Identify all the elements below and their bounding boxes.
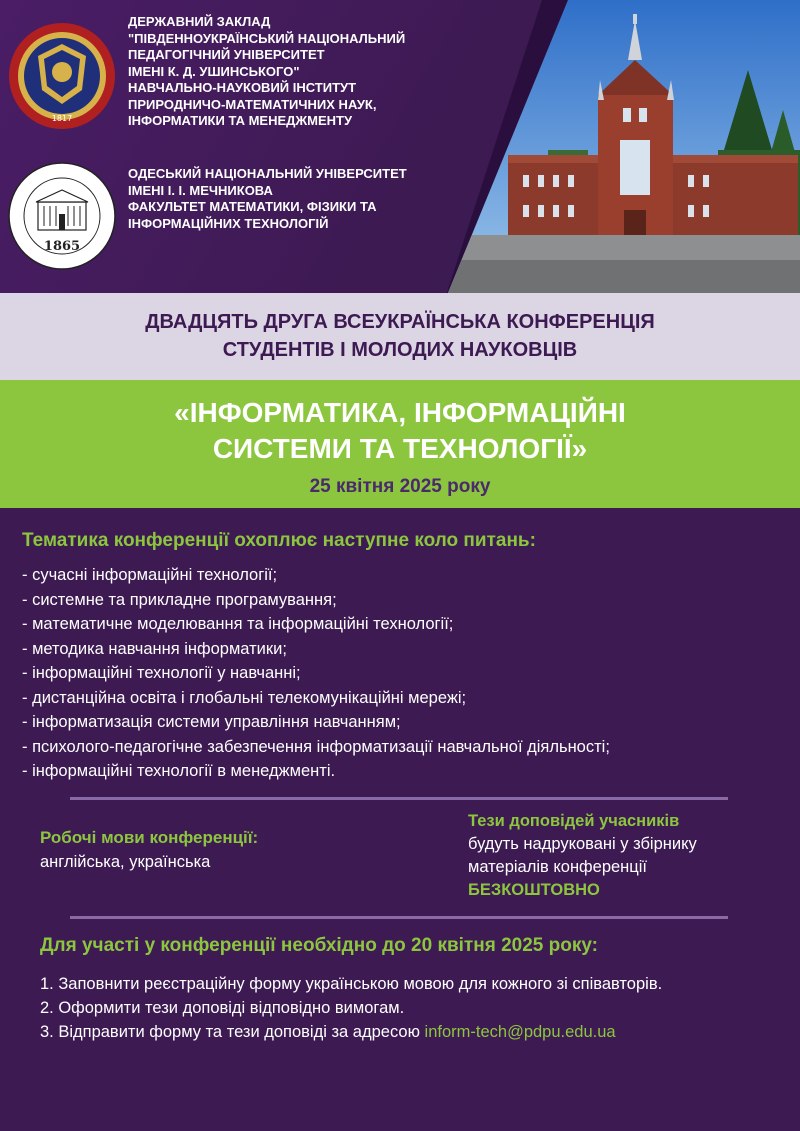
conference-title-line-2: СИСТЕМИ ТА ТЕХНОЛОГІЇ» — [212, 433, 588, 464]
list-item: - психолого-педагогічне забезпечення інформатизації навчальної діяльності; — [22, 737, 610, 756]
list-item: - інформаційні технології у навчанні; — [22, 664, 301, 682]
requirements-steps — [40, 972, 780, 1044]
svg-text:1865: 1865 — [43, 239, 81, 254]
step-3-text: 3. Відправити форму та тези доповіді за адресою — [40, 1023, 420, 1041]
conference-line-1: ДВАДЦЯТЬ ДРУГА ВСЕУКРАЇНСЬКА КОНФЕРЕНЦІЯ — [145, 311, 655, 333]
conference-subtitle-band — [0, 293, 800, 380]
list-item: - інформатизація системи управління навчанням; — [22, 713, 401, 731]
theses-free: БЕЗКОШТОВНО — [468, 881, 600, 899]
step-3 — [40, 1020, 780, 1044]
step-2: 2. Оформити тези доповіді відповідно вимогам. — [40, 999, 405, 1017]
list-item: - сучасні інформаційні технології; — [22, 566, 278, 584]
header — [0, 0, 800, 293]
requirements-heading: Для участі у конференції необхідно до 20 квітня 2025 року: — [40, 935, 598, 956]
organization-onu: ОДЕСЬКИЙ НАЦІОНАЛЬНИЙ УНІВЕРСИТЕТ ІМЕНІ І. І. МЕЧНИКОВА ФАКУЛЬТЕТ МАТЕМАТИКИ, ФІЗИКИ ТА ІНФОРМАЦІЙНИХ ТЕХНОЛОГІЙ — [128, 166, 407, 231]
list-item: - методика навчання інформатики; — [22, 639, 287, 658]
conference-date: 25 квітня 2025 року — [309, 476, 491, 497]
theses-line-1: будуть надруковані у збірнику — [468, 835, 697, 853]
list-item: - інформаційні технології в менеджменті. — [22, 762, 336, 780]
pdpu-logo — [8, 22, 116, 130]
theses-info — [468, 810, 697, 902]
divider — [70, 797, 728, 800]
languages-label: Робочі мови конференції: — [40, 828, 259, 847]
onu-logo — [8, 162, 116, 270]
list-item: - системне та прикладне програмування; — [22, 590, 337, 609]
theses-heading: Тези доповідей учасників — [468, 812, 680, 830]
topics-heading: Тематика конференції охоплює наступне коло питань: — [22, 530, 536, 551]
organization-pdpu: ДЕРЖАВНИЙ ЗАКЛАД "ПІВДЕННОУКРАЇНСЬКИЙ НАЦІОНАЛЬНИЙ ПЕДАГОГІЧНИЙ УНІВЕРСИТЕТ ІМЕНІ К. Д. УШИНСЬКОГО" НАВЧАЛЬНО-НАУКОВИЙ ІНСТИТУТ ПРИРОДНИЧО-МАТЕМАТИЧНИХ НАУК, ІНФОРМАТИКИ ТА МЕНЕДЖМЕНТУ — [128, 14, 406, 128]
theses-line-2: матеріалів конференції — [468, 858, 647, 876]
conference-title-band — [0, 380, 800, 508]
list-item: - дистанційна освіта і глобальні телекомунікаційні мережі; — [22, 688, 467, 707]
conference-title-line-1: «ІНФОРМАТИКА, ІНФОРМАЦІЙНІ — [174, 397, 626, 428]
step-1: 1. Заповнити реєстраційну форму українською мовою для кожного зі співавторів. — [40, 975, 663, 993]
topics-list — [22, 563, 610, 784]
svg-text:1817: 1817 — [51, 114, 73, 123]
divider — [70, 916, 728, 919]
email-link[interactable]: inform-tech@pdpu.edu.ua — [424, 1023, 616, 1041]
list-item: - математичне моделювання та інформаційні технології; — [22, 615, 454, 633]
languages-value: англійська, українська — [40, 853, 211, 871]
conference-line-2: СТУДЕНТІВ І МОЛОДИХ НАУКОВЦІВ — [222, 339, 578, 361]
